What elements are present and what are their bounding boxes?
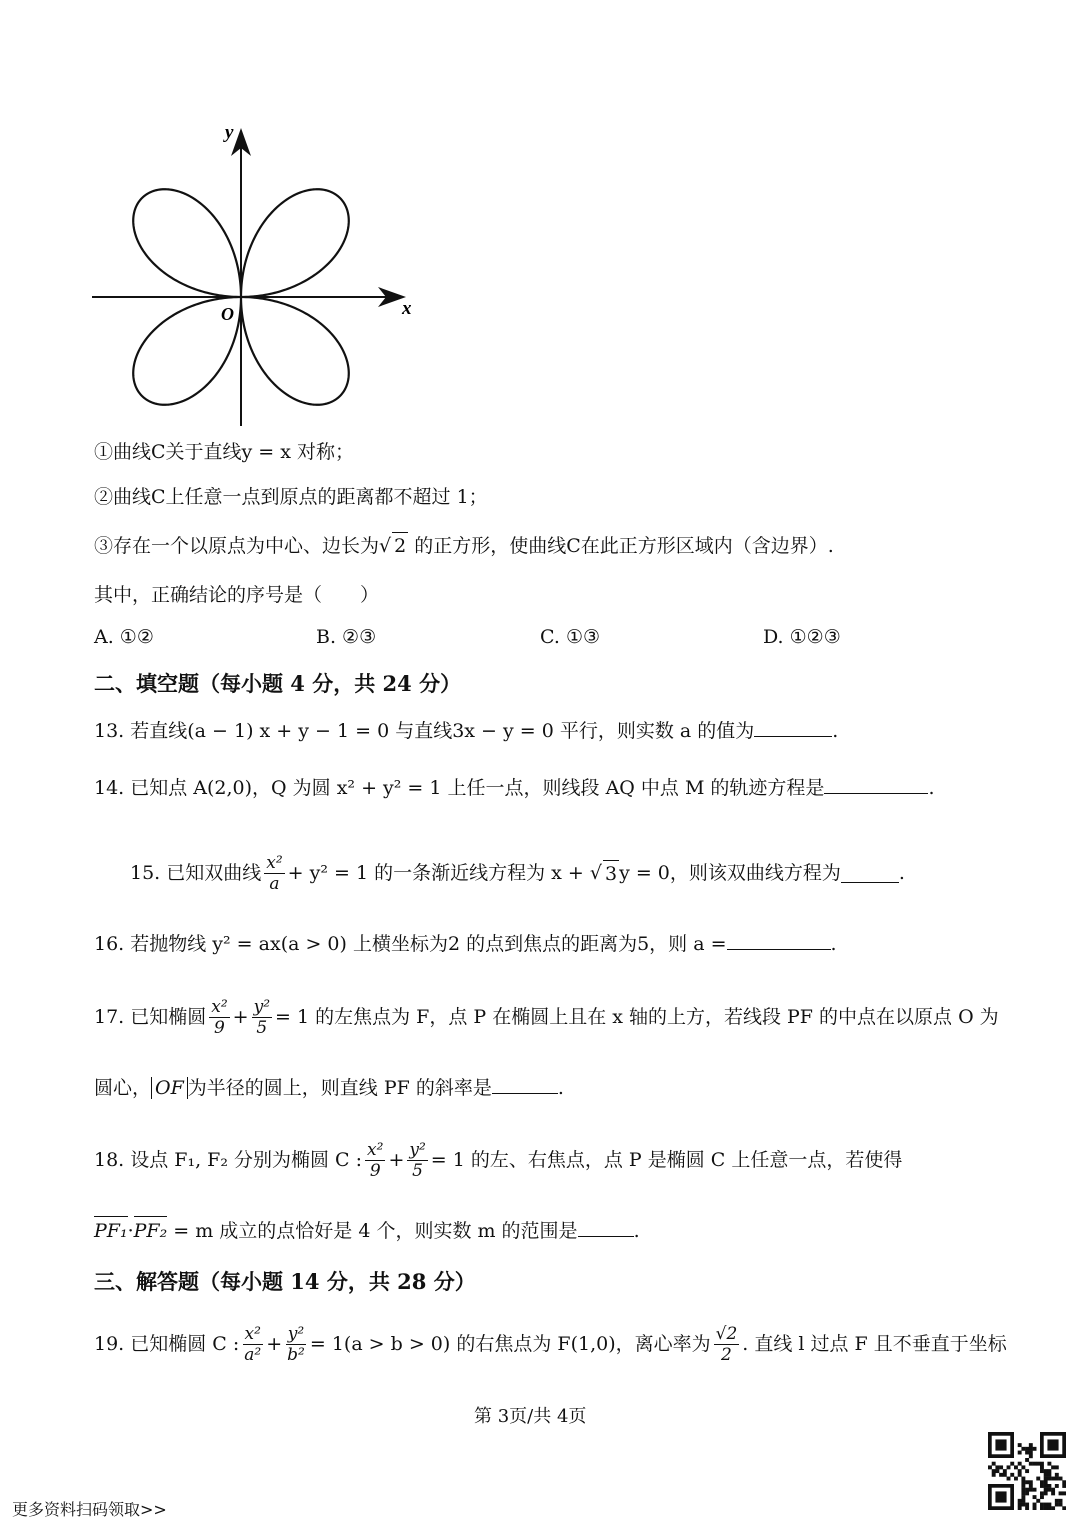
q12-option-d: D. ①②③ [763,626,841,648]
q18-fraction-2 [407,1140,427,1181]
q15-frac-num: x² [266,852,283,873]
q18-line2-mid: = m 成立的点恰好是 4 个，则实数 m 的范围是 [173,1220,578,1242]
q12-statement-1: ①曲线C关于直线y = x 对称； [94,441,355,463]
q15-period: . [898,862,905,884]
q15-mid: + y² = 1 的一条渐近线方程为 x + [287,862,584,884]
q15-radicand: 3 [603,860,619,887]
q18-f2-num: y² [409,1139,426,1160]
question-14 [94,775,934,801]
q12-s3-post: 的正方形，使曲线C在此正方形区域内（含边界）. [414,535,834,557]
origin-label: O [221,304,234,324]
q15-frac-den: a [269,873,280,894]
q19-f1-num: x² [244,1323,261,1344]
q19-e-den: 2 [721,1344,732,1365]
q17-f2-num: y² [253,996,271,1017]
section-2-heading: 二、填空题（每小题 4 分，共 24 分） [94,671,462,696]
q17-pre: 17. 已知椭圆 [94,1006,207,1028]
sqrt-sign: √ [379,535,392,557]
answer-blank [727,931,831,950]
q15-pre: 15. 已知双曲线 [130,862,262,884]
q18-plus: + [388,1149,405,1171]
answer-blank [578,1218,634,1237]
q18-f1-den: 9 [369,1160,381,1181]
q14-period: . [928,777,935,799]
q12-statement-2: ②曲线C上任意一点到原点的距离都不超过 1； [94,486,488,508]
q18-period: . [633,1220,640,1242]
q19-f2-den: b² [287,1344,305,1365]
q18-vector-pf2: PF₂ [134,1216,168,1244]
question-19 [94,1316,1007,1372]
question-18-line-1 [94,1133,902,1187]
q17-abs-of: OF [151,1077,188,1099]
q15-fraction [264,853,284,894]
q17-f1-den: 9 [214,1017,225,1038]
answer-blank [492,1075,558,1094]
q19-f1-den: a² [244,1344,262,1365]
section-3-heading: 三、解答题（每小题 14 分，共 28 分） [94,1269,476,1294]
question-17-line-1 [94,990,999,1044]
q12-option-c: C. ①③ [540,626,601,648]
question-13 [94,718,838,744]
q17-fraction-1 [209,997,229,1038]
q18-mid: = 1 的左、右焦点，点 P 是椭圆 C 上任意一点，若使得 [430,1149,903,1171]
q17-f2-den: 5 [256,1017,268,1038]
q13-period: . [832,720,839,742]
q19-e-num: √2 [715,1323,738,1344]
q19-fraction-1 [242,1324,263,1365]
q12-prompt: 其中，正确结论的序号是（ ） [94,584,380,606]
q12-s3-radicand: 2 [392,532,408,559]
q18-fraction-1 [365,1140,385,1181]
q18-vector-pf1: PF₁ [94,1216,128,1244]
x-axis-label: x [402,298,412,319]
curve-figure [80,118,430,438]
q19-f2-num: y² [287,1323,305,1344]
qr-code [988,1432,1066,1510]
answer-blank [754,718,832,737]
q17-line2-mid: 为半径的圆上，则直线 PF 的斜率是 [187,1077,492,1099]
q13-text: 13. 若直线(a − 1) x + y − 1 = 0 与直线3x − y = 0 平行，则实数 a 的值为 [94,720,755,742]
q18-f2-den: 5 [412,1160,423,1181]
question-17-line-2 [94,1075,564,1101]
question-16 [94,931,837,957]
q17-fraction-2 [252,997,272,1038]
q12-s3-pre: ③存在一个以原点为中心、边长为 [94,535,380,557]
q19-plus: + [266,1333,283,1355]
q17-period: . [557,1077,564,1099]
q18-pre: 18. 设点 F₁, F₂ 分别为椭圆 C : [94,1149,363,1171]
q19-tail: . 直线 l 过点 F 且不垂直于坐标 [742,1333,1007,1355]
q18-f1-num: x² [367,1139,384,1160]
q17-plus: + [232,1006,249,1028]
q16-period: . [830,933,837,955]
q17-f1-num: x² [211,996,228,1017]
sqrt-sign: √ [589,862,602,884]
q19-mid: = 1(a > b > 0) 的右焦点为 F(1,0)，离心率为 [309,1333,711,1355]
q16-text: 16. 若抛物线 y² = ax(a > 0) 上横坐标为2 的点到焦点的距离为5，则 a = [94,933,727,955]
question-18-line-2 [94,1216,640,1244]
q12-option-b: B. ②③ [316,626,377,648]
answer-blank [824,775,928,794]
q15-tail: y = 0，则该双曲线方程为 [619,862,841,884]
question-15 [130,846,905,900]
q19-fraction-2 [285,1324,307,1365]
page-number: 第 3页/共 4页 [474,1406,587,1427]
q19-eccentricity [714,1324,740,1365]
y-axis-label: y [225,122,234,143]
q12-option-a: A. ①② [94,626,154,648]
q19-pre: 19. 已知椭圆 C : [94,1333,240,1355]
more-resources-link[interactable]: 更多资料扫码领取>> [12,1500,167,1519]
q12-statement-3 [94,532,834,559]
q14-text: 14. 已知点 A(2,0)，Q 为圆 x² + y² = 1 上任一点，则线段 AQ 中点 M 的轨迹方程是 [94,777,825,799]
q17-line2-pre: 圆心， [94,1077,152,1099]
q17-mid: = 1 的左焦点为 F，点 P 在椭圆上且在 x 轴的上方，若线段 PF 的中点在以原点 O 为 [275,1006,999,1028]
answer-blank [841,864,899,883]
q18-dot: · [127,1220,134,1242]
